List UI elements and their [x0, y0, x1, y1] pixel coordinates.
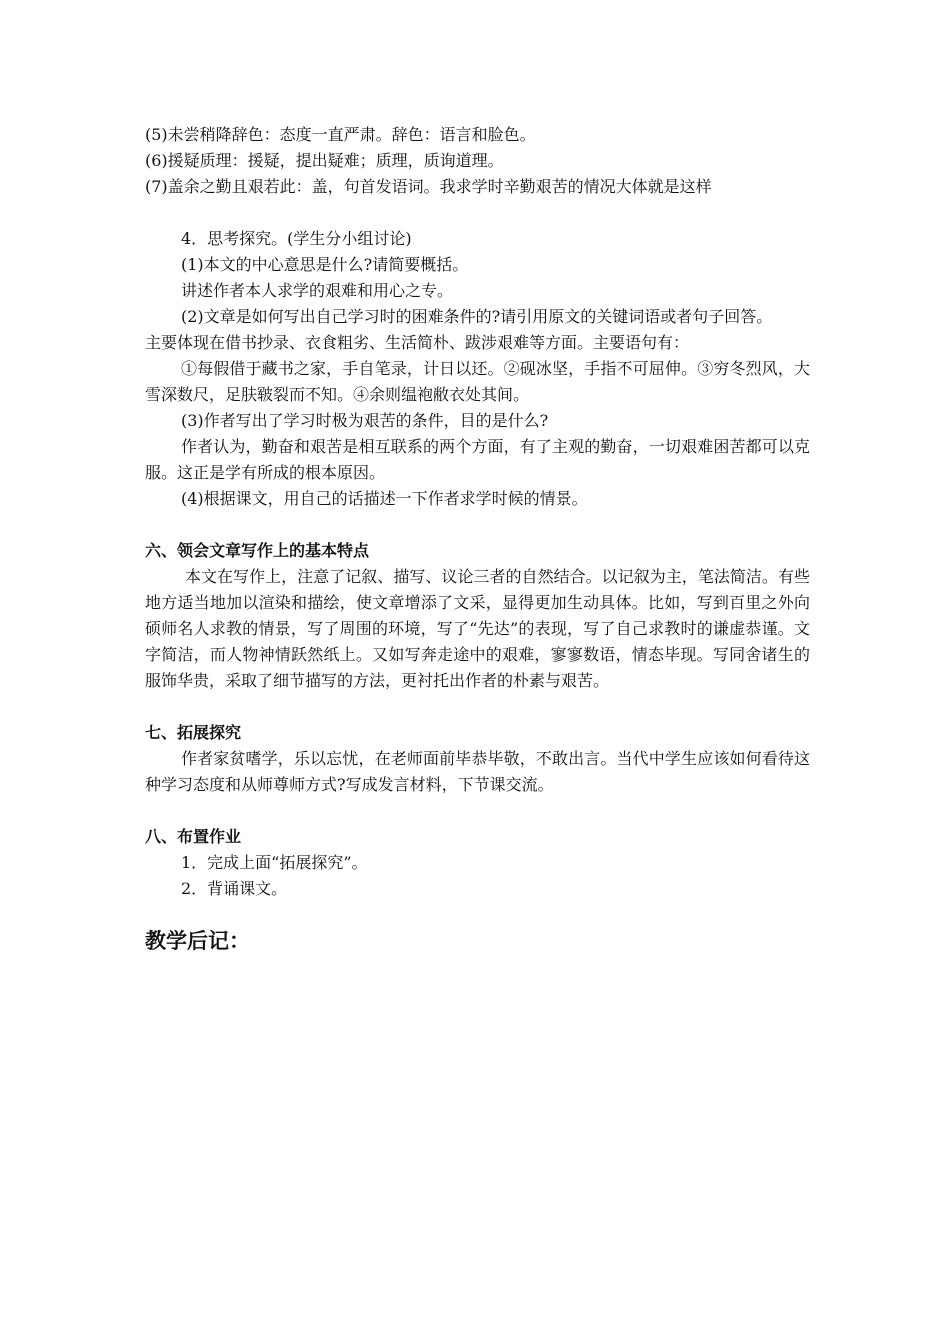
section-6-body: 本文在写作上，注意了记叙、描写、议论三者的自然结合。以记叙为主，笔法简洁。有些地方适当地加以渲染和描绘，使文章增添了文采，显得更加生动具体。比如，写到百里之外向硕师名人求教的情景，写了周围的环境，写了“先达”的表现，写了自己求教时的谦虚恭谨。文字简洁，而人物神情跃然纸上。又如写奔走途中的艰难，寥寥数语，情态毕现。写同舍诸生的服饰华贵，采取了细节描写的方法，更衬托出作者的朴素与艰苦。	[145, 567, 810, 690]
section-7-body: 作者家贫嗜学，乐以忘忧，在老师面前毕恭毕敬，不敢出言。当代中学生应该如何看待这种学习态度和从师尊师方式?写成发言材料，下节课交流。	[145, 749, 810, 794]
homework-item-1: 1．完成上面“拓展探究”。	[181, 853, 368, 872]
afterword-title: 教学后记：	[145, 929, 250, 953]
note-7: (7)盖余之勤且艰若此：盖，句首发语词。我求学时辛勤艰苦的情况大体就是这样	[145, 177, 712, 196]
section-6-title: 六、领会文章写作上的基本特点	[145, 541, 370, 560]
answer-1: 讲述作者本人求学的艰难和用心之专。	[181, 281, 454, 300]
question-3: (3)作者写出了学习时极为艰苦的条件，目的是什么?	[181, 411, 549, 430]
question-1: (1)本文的中心意思是什么?请简要概括。	[181, 255, 469, 274]
answer-2-quotes: ①每假借于藏书之家，手自笔录，计日以还。②砚冰坚，手指不可屈伸。③穷冬烈风，大雪深数尺，足肤皲裂而不知。④余则缊袍敝衣处其间。	[145, 359, 810, 404]
answer-2-intro: 主要体现在借书抄录、衣食粗劣、生活简朴、跋涉艰难等方面。主要语句有：	[145, 333, 690, 352]
question-4: (4)根据课文，用自己的话描述一下作者求学时候的情景。	[181, 489, 588, 508]
homework-item-2: 2．背诵课文。	[181, 879, 288, 898]
note-6: (6)援疑质理：援疑，提出疑难；质理，质询道理。	[145, 151, 504, 170]
question-2: (2)文章是如何写出自己学习时的困难条件的?请引用原文的关键词语或者句子回答。	[181, 307, 773, 326]
section-7-title: 七、拓展探究	[145, 723, 242, 742]
document-body	[145, 122, 810, 958]
discussion-heading: 4．思考探究。(学生分小组讨论)	[181, 229, 412, 248]
section-8-title: 八、布置作业	[145, 827, 242, 846]
note-5: (5)未尝稍降辞色：态度一直严肃。辞色：语言和脸色。	[145, 125, 536, 144]
answer-3: 作者认为，勤奋和艰苦是相互联系的两个方面，有了主观的勤奋，一切艰难困苦都可以克服。这正是学有所成的根本原因。	[145, 437, 810, 482]
